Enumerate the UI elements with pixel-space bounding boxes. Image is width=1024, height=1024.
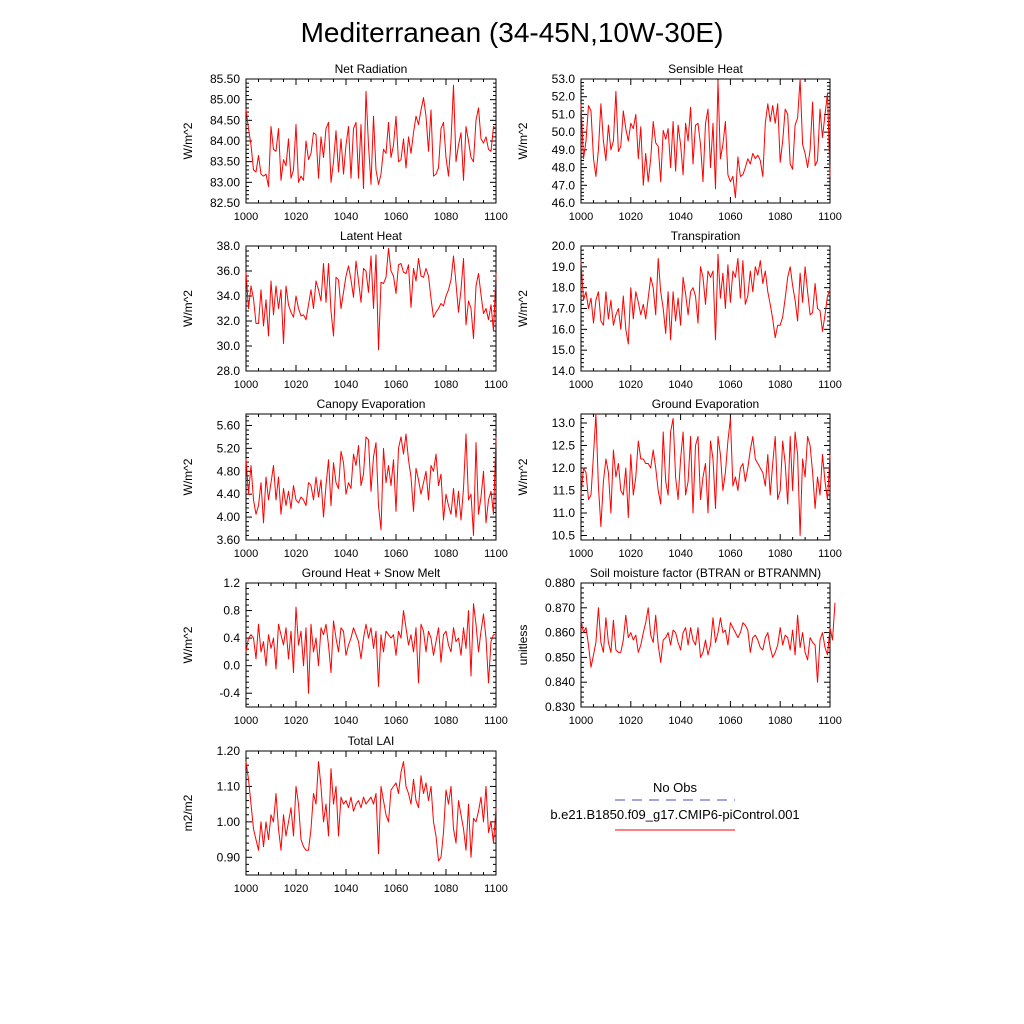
x-tick-label: 1100 <box>818 379 842 391</box>
panel-canopy-evaporation <box>181 397 508 560</box>
y-tick-label: 0.870 <box>544 600 575 615</box>
x-tick-label: 1080 <box>433 715 459 727</box>
x-tick-label: 1000 <box>233 548 259 560</box>
x-tick-label: 1080 <box>767 211 793 223</box>
y-tick-label: 5.20 <box>216 441 240 456</box>
x-tick-label: 1100 <box>484 379 508 391</box>
y-tick-label: 12.5 <box>551 438 575 453</box>
panel-title: Canopy Evaporation <box>316 397 426 411</box>
x-tick-label: 1000 <box>233 715 259 727</box>
y-axis-label: W/m^2 <box>181 122 195 160</box>
y-tick-label: 10.5 <box>551 528 575 543</box>
x-tick-label: 1080 <box>433 548 459 560</box>
y-tick-label: 38.0 <box>216 239 240 253</box>
y-tick-label: 0.0 <box>223 658 240 673</box>
y-tick-label: 32.0 <box>216 314 240 328</box>
y-tick-label: 0.4 <box>223 631 240 646</box>
y-tick-label: 1.10 <box>216 779 240 794</box>
y-axis-label: m2/m2 <box>181 794 195 832</box>
x-tick-label: 1100 <box>484 211 508 223</box>
y-tick-label: 1.00 <box>216 814 240 829</box>
panel-title: Sensible Heat <box>668 62 743 76</box>
x-tick-label: 1000 <box>568 211 594 223</box>
panel-title: Ground Heat + Snow Melt <box>301 566 441 580</box>
x-tick-label: 1100 <box>818 715 842 727</box>
panel-title: Latent Heat <box>339 229 403 243</box>
y-axis-label: W/m^2 <box>516 290 530 327</box>
panel-transpiration <box>516 229 842 391</box>
y-tick-label: 11.5 <box>552 483 575 498</box>
legend-model-label: b.e21.B1850.f09_g17.CMIP6-piControl.001 <box>550 807 800 822</box>
x-tick-label: 1000 <box>568 379 594 391</box>
x-tick-label: 1100 <box>818 211 842 223</box>
y-tick-label: 11.0 <box>552 506 575 520</box>
y-tick-label: 0.880 <box>544 576 575 590</box>
panel-net-radiation <box>181 62 508 223</box>
series-line-sensible-heat-0 <box>581 79 830 198</box>
y-tick-label: 16.0 <box>551 322 575 337</box>
y-axis-label: W/m^2 <box>516 458 530 496</box>
series-line-canopy-evaporation-0 <box>246 434 496 535</box>
panel-title: Net Radiation <box>334 62 408 76</box>
x-tick-label: 1020 <box>618 211 644 223</box>
page-title: Mediterranean (34-45N,10W-30E) <box>300 17 724 48</box>
y-tick-label: 0.8 <box>223 603 240 618</box>
x-tick-label: 1040 <box>668 211 693 223</box>
series-line-ground-evaporation-0 <box>581 414 830 536</box>
y-tick-label: 0.90 <box>216 850 240 865</box>
x-tick-label: 1060 <box>718 548 743 560</box>
x-tick-label: 1080 <box>767 548 793 560</box>
x-tick-label: 1040 <box>333 715 359 727</box>
x-tick-label: 1020 <box>618 379 644 391</box>
y-tick-label: 14.0 <box>551 364 575 378</box>
y-tick-label: 3.60 <box>216 533 240 547</box>
y-tick-label: 51.0 <box>551 107 575 122</box>
x-tick-label: 1020 <box>283 548 309 560</box>
series-line-transpiration-0 <box>581 254 830 344</box>
x-tick-label: 1060 <box>718 379 743 391</box>
y-tick-label: 4.40 <box>216 487 240 502</box>
panel-ground-heat-snow-melt <box>181 566 508 727</box>
y-tick-label: 0.860 <box>544 625 575 640</box>
y-tick-label: 34.0 <box>216 289 240 303</box>
y-tick-label: 85.00 <box>209 92 240 107</box>
y-tick-label: 82.50 <box>209 196 240 210</box>
y-tick-label: 4.00 <box>216 510 240 525</box>
y-tick-label: 1.20 <box>216 744 240 758</box>
x-tick-label: 1000 <box>233 211 259 223</box>
series-line-soil-moisture-factor-btran-or-btranmn-0 <box>581 603 835 682</box>
x-tick-label: 1060 <box>383 211 409 223</box>
x-tick-label: 1080 <box>433 883 459 895</box>
x-tick-label: 1040 <box>668 379 693 391</box>
y-tick-label: 30.0 <box>216 339 240 353</box>
y-tick-label: 49.0 <box>551 142 575 157</box>
x-tick-label: 1060 <box>383 883 409 895</box>
plot-frame <box>581 414 830 540</box>
y-tick-label: 28.0 <box>216 364 240 378</box>
y-tick-label: 20.0 <box>551 239 575 253</box>
y-axis-label: W/m^2 <box>181 290 195 327</box>
series-line-ground-heat-snow-melt-0 <box>246 604 496 694</box>
y-tick-label: 4.80 <box>216 464 240 479</box>
x-tick-label: 1100 <box>484 715 508 727</box>
x-tick-label: 1040 <box>333 548 359 560</box>
x-tick-label: 1060 <box>383 548 409 560</box>
panel-soil-moisture-factor-btran-or-btranmn <box>516 566 842 727</box>
x-tick-label: 1100 <box>818 548 842 560</box>
x-tick-label: 1100 <box>484 548 508 560</box>
plot-frame <box>246 751 496 875</box>
y-tick-label: -0.4 <box>219 686 240 701</box>
y-tick-label: 0.850 <box>544 650 575 665</box>
series-line-net-radiation-0 <box>246 85 496 188</box>
x-tick-label: 1020 <box>618 715 644 727</box>
y-axis-label: W/m^2 <box>181 626 195 664</box>
legend <box>550 780 799 830</box>
y-tick-label: 17.0 <box>551 301 575 316</box>
panel-sensible-heat <box>516 62 842 223</box>
series-line-total-lai-0 <box>246 762 496 861</box>
y-tick-label: 5.60 <box>216 418 240 433</box>
series-line-latent-heat-0 <box>246 249 496 350</box>
y-tick-label: 0.830 <box>544 700 575 714</box>
plot-frame <box>246 414 496 540</box>
x-tick-label: 1100 <box>484 883 508 895</box>
x-tick-label: 1060 <box>383 379 409 391</box>
x-tick-label: 1000 <box>233 379 259 391</box>
y-tick-label: 46.0 <box>551 196 575 210</box>
x-tick-label: 1080 <box>433 379 459 391</box>
y-tick-label: 83.50 <box>209 154 240 169</box>
legend-obs-label: No Obs <box>652 780 698 795</box>
y-tick-label: 50.0 <box>551 125 575 140</box>
x-tick-label: 1020 <box>283 379 309 391</box>
y-tick-label: 0.840 <box>544 675 575 690</box>
x-tick-label: 1040 <box>668 715 693 727</box>
x-tick-label: 1040 <box>333 379 359 391</box>
y-axis-label: W/m^2 <box>516 122 530 160</box>
plot-frame <box>581 583 830 707</box>
x-tick-label: 1060 <box>383 715 409 727</box>
y-tick-label: 52.0 <box>551 89 575 104</box>
panels-group <box>181 62 842 895</box>
y-tick-label: 18.0 <box>551 280 575 295</box>
y-tick-label: 13.0 <box>551 416 575 430</box>
panel-latent-heat <box>181 229 508 391</box>
y-tick-label: 12.0 <box>551 461 575 475</box>
y-tick-label: 84.00 <box>209 134 240 148</box>
x-tick-label: 1020 <box>283 883 309 895</box>
panel-total-lai <box>181 734 508 895</box>
y-tick-label: 85.50 <box>209 72 240 86</box>
y-tick-label: 53.0 <box>551 72 575 86</box>
y-tick-label: 84.50 <box>209 113 240 128</box>
x-tick-label: 1040 <box>333 211 359 223</box>
x-tick-label: 1020 <box>618 548 644 560</box>
y-axis-label: W/m^2 <box>181 458 195 496</box>
x-tick-label: 1080 <box>767 715 793 727</box>
panel-title: Transpiration <box>670 229 741 243</box>
x-tick-label: 1000 <box>233 883 259 895</box>
x-tick-label: 1040 <box>333 883 359 895</box>
panel-ground-evaporation <box>516 397 842 560</box>
x-tick-label: 1060 <box>718 715 743 727</box>
y-tick-label: 36.0 <box>216 264 240 278</box>
y-tick-label: 83.00 <box>209 175 240 190</box>
panel-title: Ground Evaporation <box>651 397 760 411</box>
x-tick-label: 1040 <box>668 548 693 560</box>
y-tick-label: 1.2 <box>223 576 240 590</box>
x-tick-label: 1080 <box>433 211 459 223</box>
y-tick-label: 47.0 <box>551 178 575 193</box>
y-axis-label: unitless <box>516 624 530 666</box>
y-tick-label: 48.0 <box>551 160 575 175</box>
y-tick-label: 15.0 <box>551 343 575 358</box>
x-tick-label: 1000 <box>568 715 594 727</box>
panel-title: Soil moisture factor (BTRAN or BTRANMN) <box>589 566 822 580</box>
x-tick-label: 1080 <box>767 379 793 391</box>
x-tick-label: 1000 <box>568 548 594 560</box>
x-tick-label: 1020 <box>283 715 309 727</box>
x-tick-label: 1060 <box>718 211 743 223</box>
y-tick-label: 19.0 <box>551 259 575 274</box>
panel-title: Total LAI <box>347 734 395 748</box>
x-tick-label: 1020 <box>283 211 309 223</box>
